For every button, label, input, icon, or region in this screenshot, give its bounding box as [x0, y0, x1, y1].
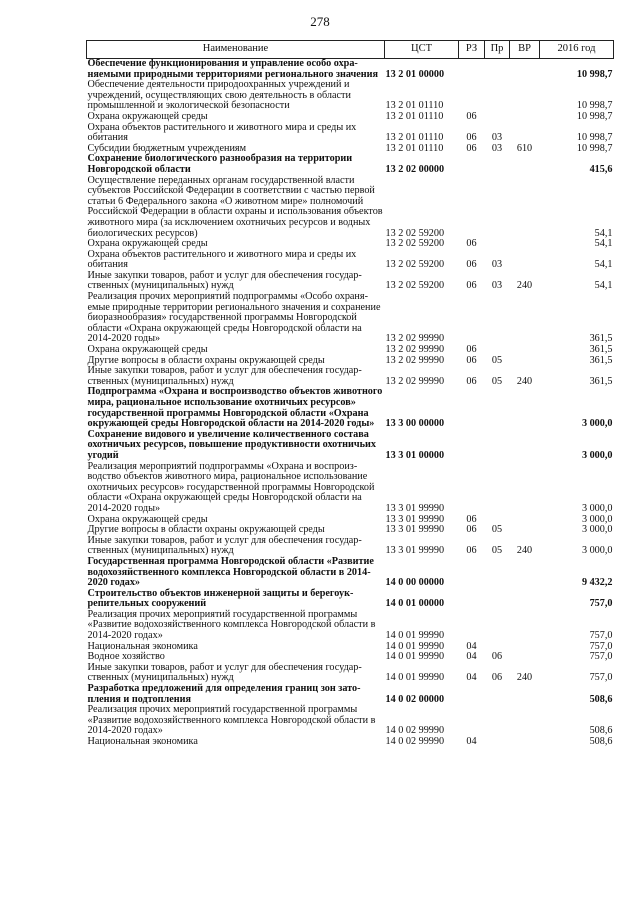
row-cst: 13 2 01 01110 — [385, 142, 444, 154]
row-pr: 03 — [491, 132, 503, 144]
header-name: Наименование — [87, 41, 385, 59]
row-cst: 13 2 02 59200 — [385, 280, 445, 292]
table-row — [87, 610, 614, 642]
row-cst: 13 2 02 59200 — [385, 238, 445, 250]
row-cst: 14 0 01 00000 — [385, 598, 445, 610]
row-name: Государственная программа Новгородской области «Развитие водохозяйственного комплекса Новгородской области в 2014-2020 годах» — [87, 555, 374, 589]
row-rz: 04 — [466, 672, 477, 684]
row-rz: 06 — [466, 524, 477, 536]
row-cst: 13 2 02 59200 — [385, 259, 445, 271]
row-vr — [510, 345, 540, 356]
row-rz: 06 — [466, 110, 477, 122]
row-amount: 3 000,0 — [581, 524, 613, 536]
row-amount: 54,1 — [594, 227, 613, 239]
row-name: Охрана объектов растительного и животного мира и среды их обитания — [87, 121, 357, 144]
table-row — [87, 59, 614, 81]
row-rz: 06 — [466, 280, 477, 292]
row-name: Охрана окружающей среды — [87, 110, 208, 122]
table-row — [87, 112, 614, 123]
table-header-row — [87, 41, 614, 59]
row-vr — [510, 737, 540, 748]
row-vr: 240 — [516, 375, 533, 387]
header-vr: ВР — [510, 41, 540, 59]
row-cst: 13 2 02 99990 — [385, 333, 445, 345]
table-row — [87, 80, 614, 112]
budget-table — [86, 40, 614, 748]
row-name: Обеспечение функционирования и управление особо охраняемыми природными территориями регионального значения — [87, 58, 379, 80]
row-amount: 54,1 — [594, 280, 613, 292]
row-amount: 508,6 — [589, 693, 613, 705]
row-cst: 14 0 01 99990 — [385, 651, 445, 663]
row-name: Иные закупки товаров, работ и услуг для обеспечения государственных (муниципальных) нужд — [87, 534, 362, 557]
row-vr — [510, 387, 540, 429]
row-cst: 14 0 02 00000 — [385, 693, 445, 705]
row-cst: 14 0 02 99990 — [385, 736, 445, 747]
row-cst: 14 0 01 99990 — [385, 672, 445, 684]
table-row — [87, 737, 614, 748]
row-pr — [485, 737, 510, 748]
table-row — [87, 705, 614, 737]
row-vr — [510, 59, 540, 81]
row-pr — [485, 430, 510, 462]
row-cst: 13 3 01 99990 — [385, 545, 445, 557]
row-cst: 13 2 01 01110 — [385, 100, 444, 112]
row-rz — [459, 589, 485, 610]
row-pr: 05 — [491, 375, 503, 387]
row-vr — [510, 112, 540, 123]
page-number: 278 — [310, 14, 330, 29]
row-cst: 13 2 01 01110 — [385, 110, 444, 122]
row-amount: 54,1 — [594, 259, 613, 271]
table-row — [87, 536, 614, 557]
row-rz — [459, 462, 485, 515]
row-pr — [485, 59, 510, 81]
row-amount: 361,5 — [589, 344, 613, 356]
row-rz: 06 — [466, 513, 477, 525]
row-cst: 13 2 02 99990 — [385, 354, 445, 366]
row-amount: 3 000,0 — [581, 418, 613, 430]
table-row — [87, 557, 614, 589]
row-cst: 14 0 02 99990 — [385, 725, 445, 737]
table-row — [87, 271, 614, 292]
row-vr — [510, 610, 540, 642]
row-rz — [459, 154, 485, 175]
row-pr — [485, 154, 510, 175]
table-row — [87, 176, 614, 240]
row-pr — [485, 387, 510, 429]
row-name: Национальная экономика — [87, 640, 198, 652]
row-vr — [510, 154, 540, 175]
row-pr: 03 — [491, 259, 503, 271]
row-cst: 14 0 01 99990 — [385, 640, 445, 652]
table-row — [87, 430, 614, 462]
row-vr: 240 — [516, 545, 533, 557]
table-row — [87, 366, 614, 387]
row-rz — [459, 430, 485, 462]
table-row — [87, 642, 614, 653]
row-cst: 13 3 01 00000 — [385, 449, 445, 461]
table-row — [87, 663, 614, 684]
row-pr — [485, 292, 510, 345]
row-name: Иные закупки товаров, работ и услуг для обеспечения государственных (муниципальных) нужд — [87, 661, 362, 684]
row-pr — [485, 112, 510, 123]
row-amount: 10 998,7 — [576, 100, 613, 112]
row-pr: 06 — [491, 672, 503, 684]
row-vr — [510, 239, 540, 250]
row-amount: 10 998,7 — [576, 142, 613, 154]
header-rz: РЗ — [459, 41, 485, 59]
row-pr: 03 — [491, 280, 503, 292]
row-vr — [510, 525, 540, 536]
row-rz: 06 — [466, 344, 477, 356]
row-name: Иные закупки товаров, работ и услуг для обеспечения государственных (муниципальных) нужд — [87, 365, 362, 387]
row-amount: 757,0 — [589, 640, 613, 652]
row-name: Обеспечение деятельности природоохранных учреждений и учреждений, осуществляющих свою деятельность в области промышленной и экологической безопасности — [87, 79, 351, 112]
row-vr — [510, 684, 540, 705]
row-vr — [510, 705, 540, 737]
row-name: Охрана объектов растительного и животного мира и среды их обитания — [87, 248, 357, 271]
row-pr — [485, 239, 510, 250]
row-vr — [510, 176, 540, 240]
row-vr — [510, 292, 540, 345]
row-vr — [510, 589, 540, 610]
row-name: Водное хозяйство — [87, 651, 165, 663]
row-rz: 06 — [466, 142, 477, 154]
row-vr — [510, 515, 540, 526]
row-name: Национальная экономика — [87, 736, 198, 747]
row-vr: 610 — [516, 142, 533, 154]
row-name: Субсидии бюджетным учреждениям — [87, 142, 247, 154]
row-pr: 05 — [491, 545, 503, 557]
row-name: Строительство объектов инженерной защиты и берегоукрепительных сооружений — [87, 587, 354, 610]
row-amount: 3 000,0 — [581, 449, 613, 461]
row-rz — [459, 610, 485, 642]
row-vr — [510, 652, 540, 663]
row-cst: 13 3 01 99990 — [385, 524, 445, 536]
row-rz — [459, 705, 485, 737]
row-pr — [485, 705, 510, 737]
row-cst: 13 3 00 00000 — [385, 418, 445, 430]
row-name: Реализация прочих мероприятий государственной программы «Развитие водохозяйственного комплекса Новгородской области в 2014-2020 годах» — [87, 704, 376, 737]
row-name: Реализация прочих мероприятий государственной программы «Развитие водохозяйственного комплекса Новгородской области в 2014-2020 годах» — [87, 608, 376, 642]
row-pr — [485, 557, 510, 589]
row-pr — [485, 684, 510, 705]
header-year: 2016 год — [540, 41, 614, 59]
row-name: Реализация прочих мероприятий подпрограммы «Особо охраняемые природные территории регионального значения и сохранение биоразнообразия» государственной программы Новгородской области «Охрана окружающей среды Новгородской области на 2014-2020 годы» — [87, 291, 381, 345]
row-name: Сохранение биологического разнообразия на территории Новгородской области — [87, 153, 353, 175]
row-name: Иные закупки товаров, работ и услуг для обеспечения государственных (муниципальных) нужд — [87, 269, 362, 292]
table-row — [87, 292, 614, 345]
row-amount: 54,1 — [594, 238, 613, 250]
row-amount: 415,6 — [589, 163, 613, 175]
row-amount: 9 432,2 — [581, 577, 613, 589]
row-rz — [459, 684, 485, 705]
row-cst: 13 2 01 01110 — [385, 132, 444, 144]
table-row — [87, 250, 614, 271]
row-amount: 3 000,0 — [581, 545, 613, 557]
row-rz: 06 — [466, 375, 477, 387]
row-amount: 757,0 — [589, 672, 613, 684]
row-rz — [459, 59, 485, 81]
row-rz: 04 — [466, 640, 477, 652]
row-amount: 757,0 — [589, 651, 613, 663]
row-amount: 508,6 — [589, 725, 613, 737]
header-cst: ЦСТ — [385, 41, 459, 59]
row-vr: 240 — [516, 280, 533, 292]
row-cst: 13 2 01 00000 — [385, 68, 445, 80]
row-amount: 3 000,0 — [581, 502, 613, 514]
row-cst: 13 2 02 59200 — [385, 227, 445, 239]
row-vr — [510, 462, 540, 515]
row-pr — [485, 176, 510, 240]
row-rz — [459, 292, 485, 345]
row-name: Охрана окружающей среды — [87, 344, 208, 356]
row-cst: 14 0 00 00000 — [385, 577, 445, 589]
row-vr — [510, 250, 540, 271]
row-name: Разработка предложений для определения границ зон затопления и подтопления — [87, 683, 361, 705]
row-pr — [485, 589, 510, 610]
row-amount: 757,0 — [589, 598, 613, 610]
row-pr — [485, 610, 510, 642]
table-body — [87, 59, 614, 748]
row-amount: 10 998,7 — [576, 110, 613, 122]
row-rz: 06 — [466, 132, 477, 144]
row-amount: 10 998,7 — [576, 68, 613, 80]
row-amount: 508,6 — [589, 736, 613, 747]
row-name: Другие вопросы в области охраны окружающей среды — [87, 524, 325, 536]
row-name: Охрана окружающей среды — [87, 238, 208, 250]
row-pr: 05 — [491, 354, 503, 366]
row-cst: 14 0 01 99990 — [385, 630, 445, 642]
row-rz: 06 — [466, 259, 477, 271]
row-cst: 13 3 01 99990 — [385, 513, 445, 525]
row-amount: 757,0 — [589, 630, 613, 642]
row-name: Другие вопросы в области охраны окружающей среды — [87, 354, 325, 366]
row-amount: 361,5 — [589, 354, 613, 366]
row-vr — [510, 430, 540, 462]
row-pr: 03 — [491, 142, 503, 154]
row-vr — [510, 123, 540, 144]
row-amount: 361,5 — [589, 375, 613, 387]
row-pr — [485, 80, 510, 112]
row-vr — [510, 557, 540, 589]
row-rz — [459, 557, 485, 589]
row-vr: 240 — [516, 672, 533, 684]
row-pr — [485, 462, 510, 515]
row-rz — [459, 387, 485, 429]
row-vr — [510, 356, 540, 367]
row-rz: 06 — [466, 545, 477, 557]
row-name: Охрана окружающей среды — [87, 513, 208, 525]
row-cst: 13 3 01 99990 — [385, 502, 445, 514]
row-vr — [510, 80, 540, 112]
row-cst: 13 2 02 00000 — [385, 163, 445, 175]
row-amount: 3 000,0 — [581, 513, 613, 525]
row-vr — [510, 642, 540, 653]
row-cst: 13 2 02 99990 — [385, 375, 445, 387]
row-rz: 06 — [466, 238, 477, 250]
row-name: Осуществление переданных органам государственной власти субъектов Российской Федерации в соответствии с частью первой статьи 6 Федерального закона «О животном мире» полномочий Российской Федерации в области охраны и использования объектов животного мира (за исключением охотничьих ресурсов и водных биологических ресурсов) — [87, 174, 383, 239]
row-rz — [459, 80, 485, 112]
table-row — [87, 684, 614, 705]
row-pr: 05 — [491, 524, 503, 536]
table-row — [87, 123, 614, 144]
table-row — [87, 154, 614, 175]
row-name: Реализация мероприятий подпрограммы «Охрана и воспроизводство объектов животного мира, рациональное использование охотничьих ресурсов» государственной программы Новгородской области «Охрана окружающей среды Новгородской области на 2014-2020 годы» — [87, 460, 375, 514]
table-row — [87, 462, 614, 515]
row-amount: 10 998,7 — [576, 132, 613, 144]
row-rz — [459, 176, 485, 240]
row-name: Подпрограмма «Охрана и воспроизводство объектов животного мира, рациональное использование охотничьих ресурсов» государственной программы Новгородской области «Охрана окружающей среды Новгородской области на 2014-2020 годы» — [87, 386, 383, 430]
row-rz: 04 — [466, 736, 477, 747]
row-rz: 04 — [466, 651, 477, 663]
table-row — [87, 589, 614, 610]
row-pr: 06 — [491, 651, 503, 663]
header-pr: Пр — [485, 41, 510, 59]
row-cst: 13 2 02 99990 — [385, 344, 445, 356]
table-row — [87, 387, 614, 429]
row-rz: 06 — [466, 354, 477, 366]
row-name: Сохранение видового и увеличение количественного состава охотничьих ресурсов, повышение продуктивности охотничьих угодий — [87, 428, 376, 461]
row-amount: 361,5 — [589, 333, 613, 345]
